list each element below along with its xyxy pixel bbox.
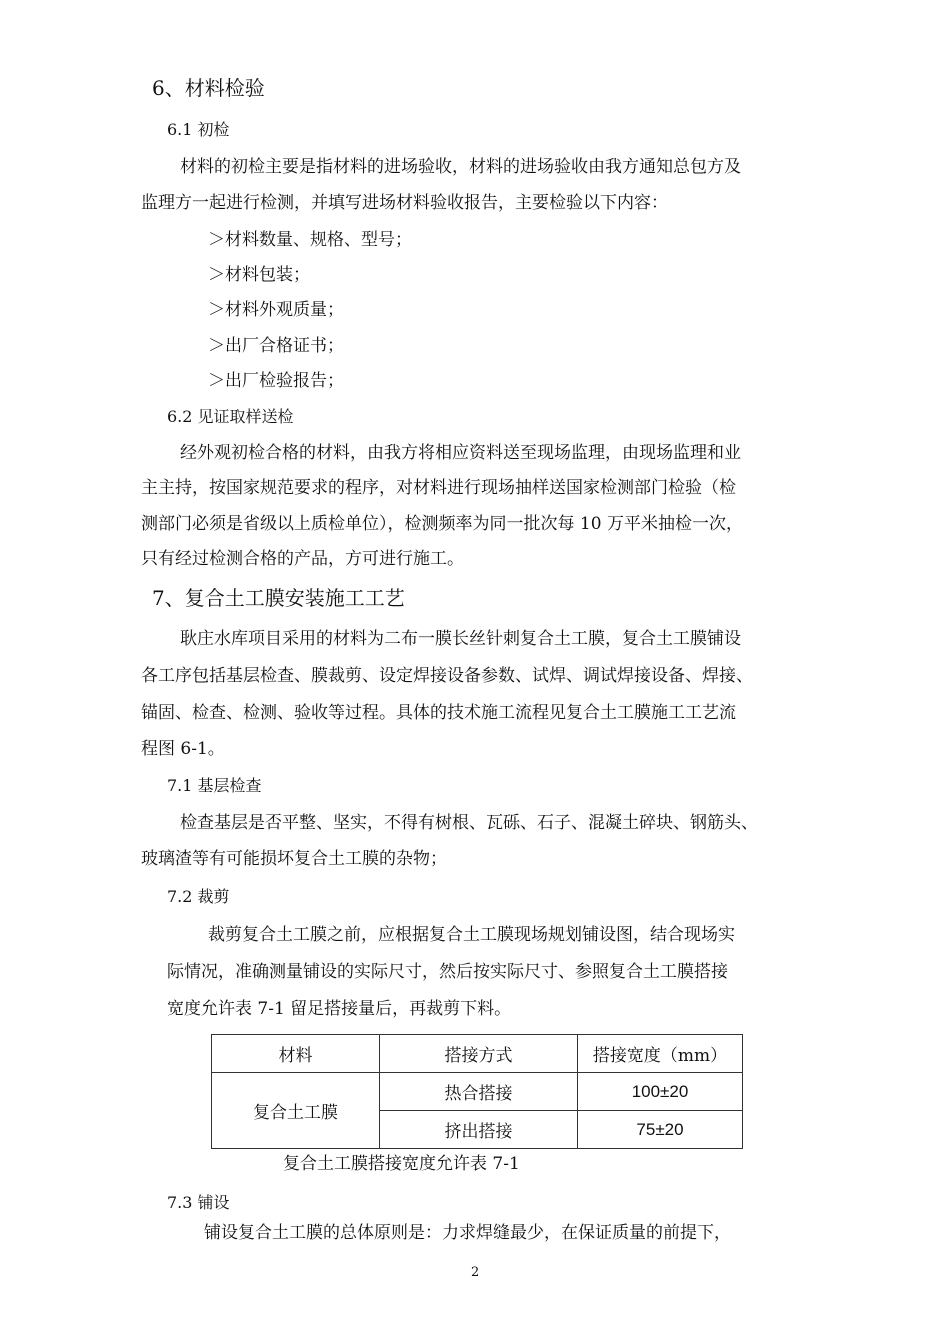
paragraph-line: 宽度允许表 7-1 留足搭接量后，再裁剪下料。 bbox=[167, 999, 512, 1019]
paragraph-line: 裁剪复合土工膜之前，应根据复合土工膜现场规划铺设图，结合现场实 bbox=[208, 925, 735, 945]
paragraph-line: 玻璃渣等有可能损坏复合土工膜的杂物； bbox=[141, 849, 447, 869]
section-6-heading: 6、材料检验 bbox=[152, 76, 265, 100]
subsection-6-1-heading: 6.1 初检 bbox=[167, 120, 230, 139]
subsection-7-1-heading: 7.1 基层检查 bbox=[167, 776, 262, 795]
table-cell-material: 复合土工膜 bbox=[212, 1073, 380, 1149]
subsection-6-2-heading: 6.2 见证取样送检 bbox=[167, 407, 294, 426]
lap-width-table bbox=[211, 1034, 743, 1149]
paragraph-line: 铺设复合土工膜的总体原则是：力求焊缝最少，在保证质量的前提下， bbox=[204, 1223, 731, 1243]
paragraph-line: 测部门必须是省级以上质检单位），检测频率为同一批次每 10 万平米抽检一次， bbox=[141, 514, 743, 534]
table-cell: 热合搭接 bbox=[380, 1073, 578, 1111]
section-7-heading: 7、复合土工膜安装施工工艺 bbox=[152, 586, 405, 610]
table-header-cell: 材料 bbox=[212, 1035, 380, 1073]
table-row bbox=[212, 1073, 743, 1111]
list-item: ＞出厂合格证书； bbox=[208, 336, 344, 356]
list-item: ＞材料外观质量； bbox=[208, 300, 344, 320]
paragraph-line: 材料的初检主要是指材料的进场验收，材料的进场验收由我方通知总包方及 bbox=[180, 157, 741, 177]
table-header-row bbox=[212, 1035, 743, 1073]
page-number: 2 bbox=[471, 1265, 480, 1280]
paragraph-line: 锚固、检查、检测、验收等过程。具体的技术施工流程见复合土工膜施工工艺流 bbox=[141, 703, 736, 723]
table-header-cell: 搭接宽度（mm） bbox=[578, 1035, 743, 1073]
table-caption: 复合土工膜搭接宽度允许表 7-1 bbox=[283, 1154, 520, 1174]
list-item: ＞出厂检验报告； bbox=[208, 371, 344, 391]
paragraph-line: 程图 6-1。 bbox=[141, 739, 225, 759]
paragraph-line: 耿庄水库项目采用的材料为二布一膜长丝针刺复合土工膜，复合土工膜铺设 bbox=[180, 629, 741, 649]
table-header-cell: 搭接方式 bbox=[380, 1035, 578, 1073]
subsection-7-2-heading: 7.2 裁剪 bbox=[167, 887, 230, 906]
subsection-7-3-heading: 7.3 铺设 bbox=[167, 1193, 230, 1212]
paragraph-line: 监理方一起进行检测，并填写进场材料验收报告，主要检验以下内容： bbox=[141, 193, 668, 213]
list-item: ＞材料包装； bbox=[208, 265, 310, 285]
table-cell: 100±20 bbox=[578, 1073, 743, 1111]
paragraph-line: 主主持，按国家规范要求的程序，对材料进行现场抽样送国家检测部门检验（检 bbox=[141, 478, 736, 498]
paragraph-line: 经外观初检合格的材料，由我方将相应资料送至现场监理，由现场监理和业 bbox=[180, 443, 741, 463]
paragraph-line: 各工序包括基层检查、膜裁剪、设定焊接设备参数、试焊、调试焊接设备、焊接、 bbox=[141, 666, 753, 686]
list-item: ＞材料数量、规格、型号； bbox=[208, 230, 412, 250]
paragraph-line: 检查基层是否平整、坚实，不得有树根、瓦砾、石子、混凝土碎块、钢筋头、 bbox=[180, 813, 758, 833]
table-cell: 75±20 bbox=[578, 1111, 743, 1149]
paragraph-line: 只有经过检测合格的产品，方可进行施工。 bbox=[141, 549, 464, 569]
table-cell: 挤出搭接 bbox=[380, 1111, 578, 1149]
paragraph-line: 际情况，准确测量铺设的实际尺寸，然后按实际尺寸、参照复合土工膜搭接 bbox=[167, 962, 728, 982]
